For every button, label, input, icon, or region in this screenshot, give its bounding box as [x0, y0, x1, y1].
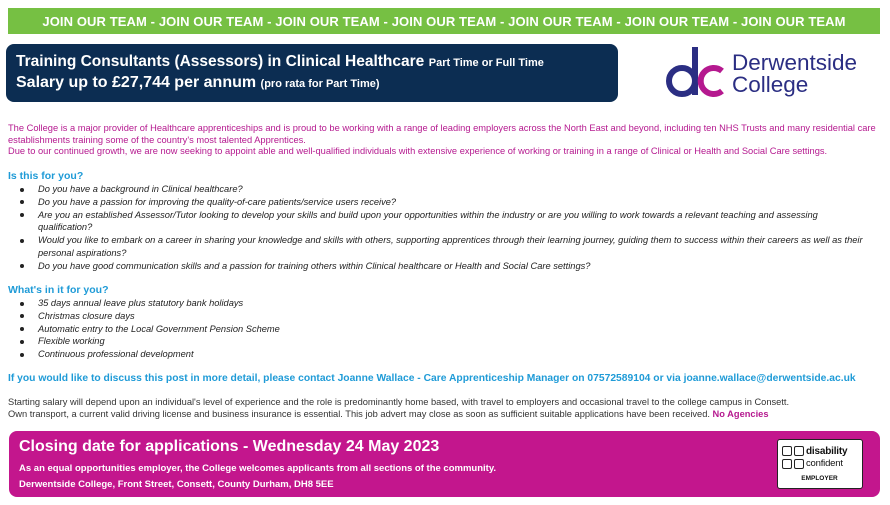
is-this-for-you-heading: Is this for you? — [8, 170, 84, 182]
list-item: Flexible working — [20, 335, 870, 348]
job-title-box — [6, 44, 618, 102]
list-item: Would you like to embark on a career in sharing your knowledge and skills with others, supporting apprentices through their learning journey, guiding them to success within their careers as well as their personal aspirations? — [20, 234, 870, 260]
list-item: Continuous professional development — [20, 348, 870, 361]
list-item: 35 days annual leave plus statutory bank holidays — [20, 297, 870, 310]
logo-line-2: College — [732, 72, 809, 97]
is-this-for-you-list — [20, 183, 870, 273]
intro-paragraph-1: The College is a major provider of Healthcare apprenticeships and is proud to be working with a range of leading employers across the North East and beyond, including ten NHS Trusts and many residential care establishments training some of the country's most talented Apprentices. — [8, 123, 876, 145]
note-line-2 — [8, 408, 884, 420]
equal-opportunities-text: As an equal opportunities employer, the College welcomes applicants from all sections of the community. — [19, 463, 497, 474]
closing-date-box — [9, 431, 880, 497]
badge-line-1: disability — [806, 446, 848, 457]
intro-text — [8, 123, 884, 158]
job-salary: Salary up to £27,744 per annum — [16, 74, 257, 91]
note-line-1: Starting salary will depend upon an individual's level of experience and the role is predominantly home based, with travel to employers and occasional travel to the college campus in Consett. — [8, 397, 790, 407]
disability-confident-icon — [782, 446, 804, 470]
list-item: Are you an established Assessor/Tutor looking to develop your skills and build upon your opportunities within the industry or are you willing to work towards a relevant teaching and assessing qualification? — [20, 209, 870, 235]
job-title: Training Consultants (Assessors) in Clinical Healthcare — [16, 53, 425, 70]
logo-line-1: Derwentside — [732, 50, 858, 75]
badge-line-2: confident — [806, 458, 843, 469]
join-our-team-banner — [8, 8, 880, 34]
closing-date-title: Closing date for applications - Wednesday 24 May 2023 — [19, 438, 440, 455]
employment-note — [8, 396, 884, 421]
salary-line — [16, 73, 608, 94]
salary-note: (pro rata for Part Time) — [260, 78, 380, 90]
disability-confident-badge — [777, 439, 863, 489]
list-item: Christmas closure days — [20, 310, 870, 323]
list-item: Do you have good communication skills and a passion for training others within Clinical healthcare or Health and Social Care settings? — [20, 260, 870, 273]
job-title-line — [16, 52, 608, 73]
dc-logo-icon — [664, 43, 726, 105]
job-hours: Part Time or Full Time — [428, 57, 544, 69]
college-address: Derwentside College, Front Street, Consett, County Durham, DH8 5EE — [19, 479, 334, 490]
list-item: Do you have a passion for improving the quality-of-care patients/service users receive? — [20, 196, 870, 209]
no-agencies-label: No Agencies — [712, 409, 769, 420]
whats-in-it-heading: What's in it for you? — [8, 284, 109, 296]
note-line-2-text: Own transport, a current valid driving license and business insurance is essential. This job advert may close as soon as sufficient suitable applications have been received. — [8, 409, 710, 420]
banner-text: JOIN OUR TEAM - JOIN OUR TEAM - JOIN OUR TEAM - JOIN OUR TEAM - JOIN OUR TEAM - JOIN OUR TEAM - JOIN OUR TEAM — [42, 13, 846, 29]
contact-text: If you would like to discuss this post in more detail, please contact Joanne Wallace - Care Apprenticeship Manager on 07572589104 or via joanne.wallace@derwentside.ac.uk — [8, 373, 856, 384]
list-item: Do you have a background in Clinical healthcare? — [20, 183, 870, 196]
derwentside-college-logo — [664, 40, 884, 108]
badge-line-3: EMPLOYER — [801, 475, 838, 482]
whats-in-it-list — [20, 297, 870, 361]
intro-paragraph-2: Due to our continued growth, we are now seeking to appoint able and well-qualified individuals with extensive experience of working or training in a range of Clinical or Health and Social Care settings. — [8, 146, 828, 157]
list-item: Automatic entry to the Local Government Pension Scheme — [20, 323, 870, 336]
logo-wordmark — [732, 52, 857, 96]
